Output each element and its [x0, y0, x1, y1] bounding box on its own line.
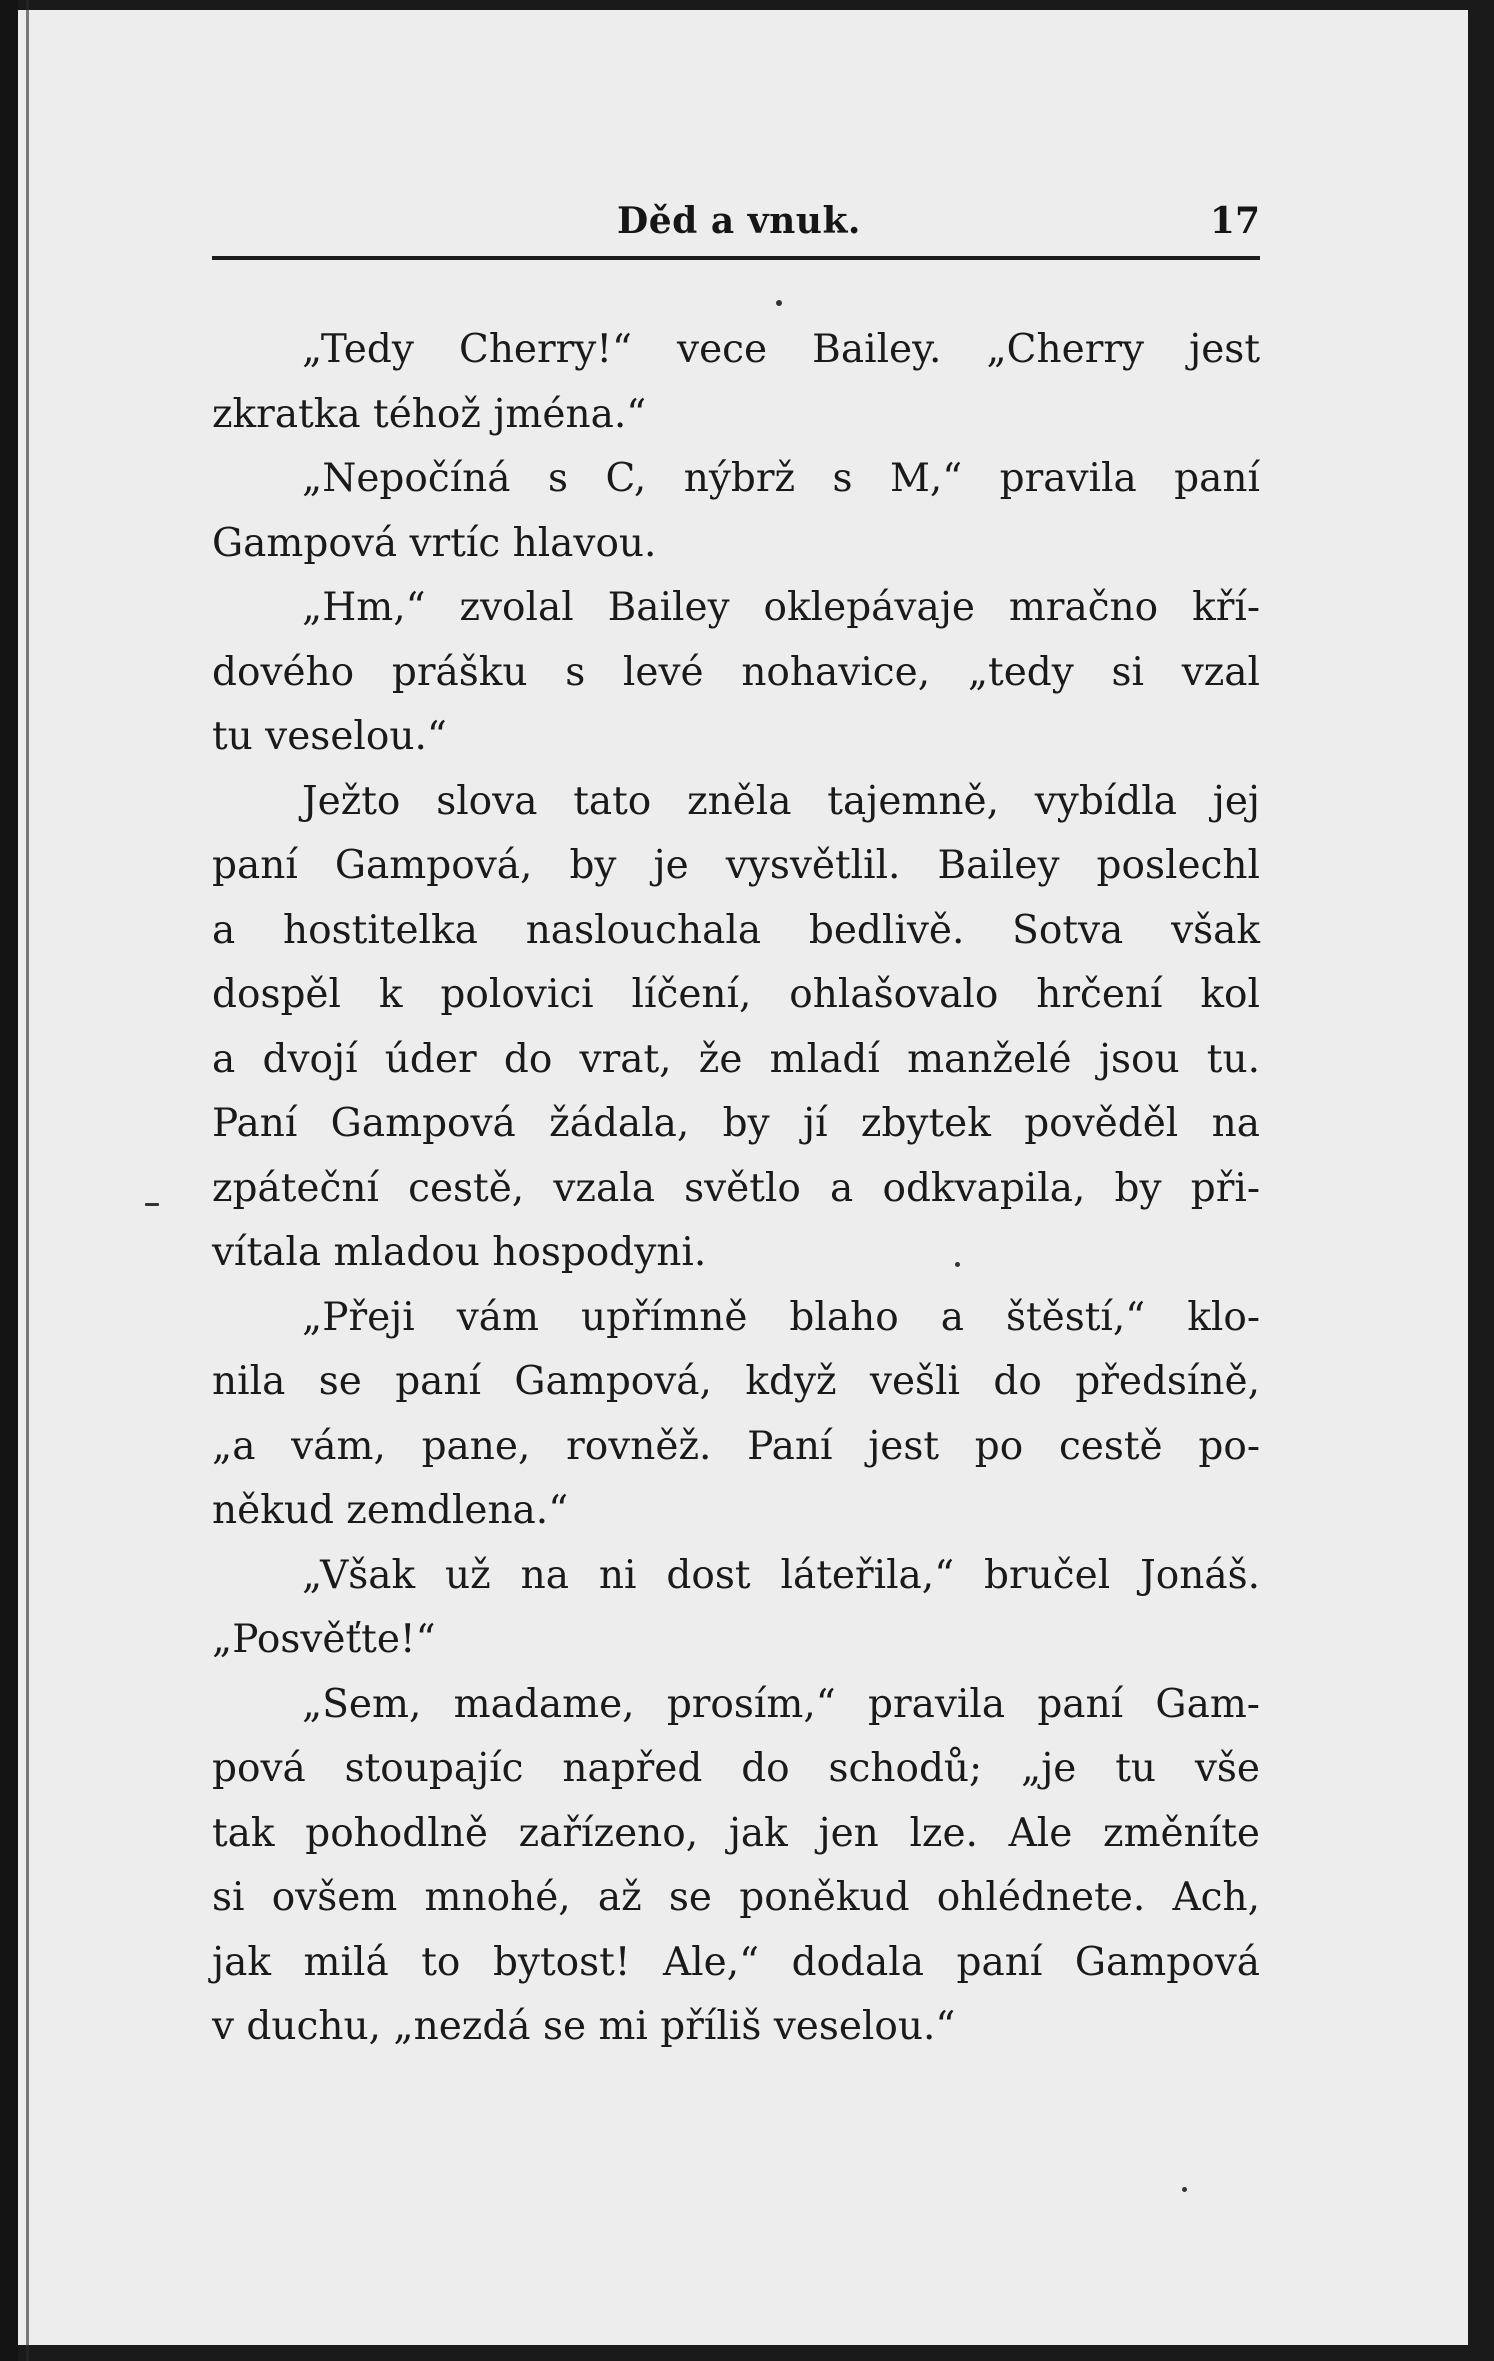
body-text: [212, 318, 1260, 2060]
paragraph: [212, 576, 1260, 770]
print-speck: [1182, 2187, 1187, 2192]
text-line: paní Gampová, by je vysvětlil. Bailey poslechl: [212, 843, 1260, 888]
text-line: dového prášku s levé nohavice, „tedy si vzal: [212, 649, 1260, 695]
text-line: v duchu, „nezdá se mi příliš veselou.“: [212, 2004, 956, 2049]
text-line: dospěl k polovici líčení, ohlašovalo hrčení kol: [212, 972, 1260, 1017]
text-line: Ježto slova tato zněla tajemně, vybídla jej: [302, 778, 1260, 824]
paragraph: [212, 318, 1260, 447]
running-title: Děd a vnuk.: [617, 200, 861, 242]
text-line: „Však už na ni dost láteřila,“ bručel Jonáš.: [302, 1552, 1260, 1598]
text-line: „Posvěťte!“: [212, 1617, 436, 1662]
text-line: jak milá to bytost! Ale,“ dodala paní Gampová: [212, 1939, 1260, 1985]
text-line: „Přeji vám upřímně blaho a štěstí,“ klo-: [302, 1294, 1260, 1340]
paragraph: [212, 1544, 1260, 1673]
text-line: někud zemdlena.“: [212, 1488, 569, 1533]
paragraph: [212, 1286, 1260, 1544]
text-line: tak pohodlně zařízeno, jak jen lze. Ale změníte: [212, 1810, 1260, 1856]
page-number: 17: [1209, 200, 1260, 242]
header-rule: [212, 256, 1260, 260]
print-speck: [776, 300, 782, 306]
paragraph: [212, 770, 1260, 1286]
text-line: „Tedy Cherry!“ vece Bailey. „Cherry jest: [302, 327, 1260, 372]
gutter-line: [26, 0, 29, 2361]
print-speck: [145, 1203, 159, 1206]
text-line: Gampová vrtíc hlavou.: [212, 520, 657, 566]
text-line: zkratka téhož jména.“: [212, 391, 647, 437]
print-speck: [955, 1262, 960, 1267]
text-line: vítala mladou hospodyni.: [212, 1230, 707, 1275]
text-line: si ovšem mnohé, až se poněkud ohlédnete. Ach,: [212, 1875, 1260, 1920]
text-line: zpáteční cestě, vzala světlo a odkvapila, by při-: [212, 1165, 1260, 1211]
text-line: „Nepočíná s C, nýbrž s M,“ pravila paní: [302, 456, 1260, 501]
text-line: pová stoupajíc napřed do schodů; „je tu vše: [212, 1746, 1260, 1791]
text-line: „Hm,“ zvolal Bailey oklepávaje mračno kří-: [302, 585, 1260, 630]
text-line: „a vám, pane, rovněž. Paní jest po cestě po-: [212, 1423, 1260, 1469]
text-line: „Sem, madame, prosím,“ pravila paní Gam-: [302, 1681, 1260, 1727]
paragraph: [212, 447, 1260, 576]
text-line: a hostitelka naslouchala bedlivě. Sotva však: [212, 907, 1260, 953]
running-header: [212, 186, 1260, 254]
book-spine-shadow: [0, 0, 18, 2361]
text-line: nila se paní Gampová, když vešli do předsíně,: [212, 1359, 1260, 1404]
paragraph: [212, 1673, 1260, 2060]
text-line: Paní Gampová žádala, by jí zbytek pověděl na: [212, 1101, 1260, 1146]
text-line: a dvojí úder do vrat, že mladí manželé jsou tu.: [212, 1036, 1260, 1082]
text-line: tu veselou.“: [212, 714, 447, 759]
